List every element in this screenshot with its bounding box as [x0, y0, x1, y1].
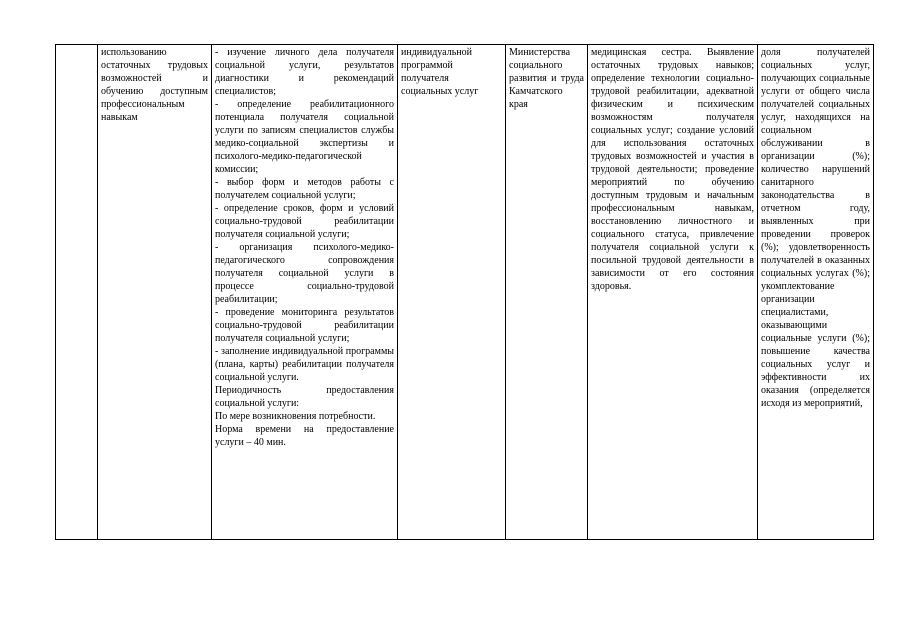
- periodicity-label: Периодичность предоставления социальной услуги:: [215, 385, 394, 409]
- service-name-text: использованию остаточных трудовых возможностей и обучению доступным профессиональным навыкам: [101, 47, 208, 123]
- content-item: - определение реабилитационного потенциала получателя социальной услуги по записям специалистов службы медико-социальной экспертизы и психолого-медико-педагогической комиссии;: [215, 99, 394, 175]
- conditions-text: медицинская сестра. Выявление остаточных трудовых навыков; определение технологии социально-трудовой реабилитации, адекватной физическим и психическим возможностям получателя социальных услуг; создание условий для использования остаточных трудовых возможностей и участия в трудовой деятельности; проведение мероприятий по обучению доступным трудовым и начальным профессиональным навыкам, восстановлению личностного и социального статуса, привлечение получателя социальной услуги к посильной трудовой деятельности в зависимости от его состояния здоровья.: [591, 47, 754, 292]
- periodicity-value: По мере возникновения потребности.: [215, 411, 376, 422]
- services-table: [55, 44, 874, 540]
- cell-program: [398, 45, 506, 540]
- cell-ministry: [506, 45, 588, 540]
- cell-indicators: [758, 45, 874, 540]
- cell-conditions: [588, 45, 758, 540]
- content-item: - выбор форм и методов работы с получателем социальной услуги;: [215, 177, 394, 201]
- ministry-text: Министерства социального развития и труда Камчатского края: [509, 47, 584, 110]
- content-item: - определение сроков, форм и условий социально-трудовой реабилитации получателя социальной услуги;: [215, 203, 394, 240]
- content-item: - заполнение индивидуальной программы (плана, карты) реабилитации получателя социальной услуги.: [215, 346, 394, 383]
- cell-service-name: [98, 45, 212, 540]
- program-text: индивидуальной программой получателя социальных услуг: [401, 47, 479, 97]
- content-item: - проведение мониторинга результатов социально-трудовой реабилитации получателя социальной услуги;: [215, 307, 394, 344]
- content-item: - организация психолого-медико-педагогического сопровождения получателя социальной услуги в процессе социально-трудовой реабилитации;: [215, 242, 394, 305]
- content-item: - изучение личного дела получателя социальной услуги, результатов диагностики и рекомендаций специалистов;: [215, 47, 394, 97]
- indicators-text: доля получателей социальных услуг, получающих социальные услуги от общего числа получателей социальных услуг, находящихся на социальном обслуживании в организации (%); количество нарушений санитарного законодательства в отчетном году, выявленных при проведении проверок (%); удовлетворенность получателей в оказанных социальных услугах (%); укомплектование организации специалистами, оказывающими социальные услуги (%); повышение качества социальных услуг и эффективности их оказания (определяется исходя из мероприятий,: [761, 47, 870, 409]
- cell-service-content: [212, 45, 398, 540]
- time-norm: Норма времени на предоставление услуги – 40 мин.: [215, 424, 394, 448]
- cell-number: [56, 45, 98, 540]
- table-row: [56, 45, 874, 540]
